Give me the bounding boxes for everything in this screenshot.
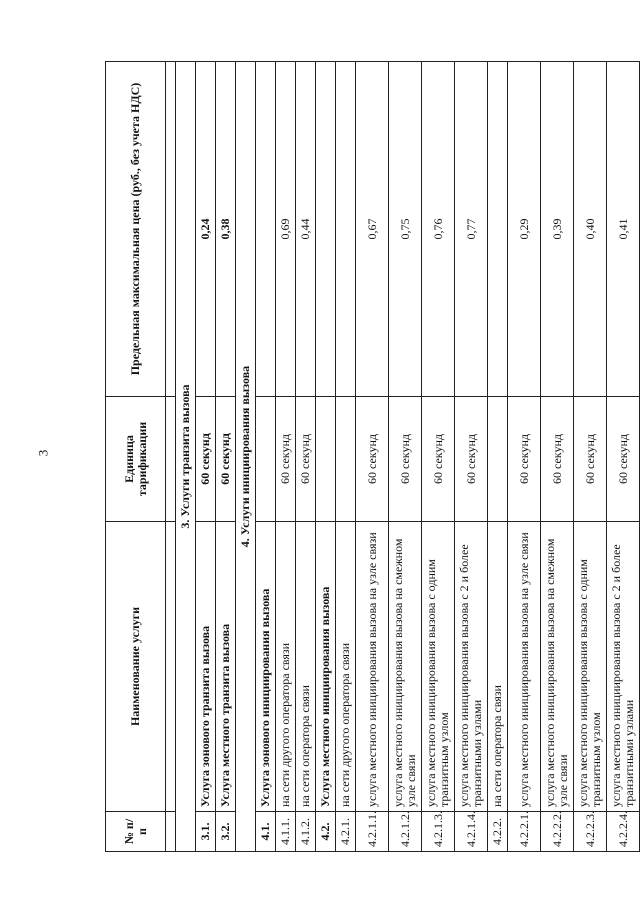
table-row [216,62,236,852]
page-number: 3 [35,449,51,457]
row-unit: 60 секунд [356,397,389,522]
row-name: услуга местного инициирования вызова на смежном узле связи [541,522,574,812]
row-price: 0,44 [296,62,316,397]
row-unit: 60 секунд [574,397,607,522]
row-unit: 60 секунд [607,397,640,522]
row-num: 4.2.1.3. [422,812,455,852]
row-name: услуга местного инициирования вызова с 2 и более транзитными узлами [607,522,640,812]
row-num: 4.2.1.2. [389,812,422,852]
row-name: Услуга зонового инициирования вызова [256,522,276,812]
row-num: 4.2.2.2. [541,812,574,852]
table-row [508,62,541,852]
row-num: 3.2. [216,812,236,852]
table-row [541,62,574,852]
row-num: 4.1.2. [296,812,316,852]
section-title: 3. Услуги транзита вызова [176,62,196,852]
tariff-table [105,61,640,852]
row-unit [488,397,508,522]
row-price: 0,75 [389,62,422,397]
row-name: услуга местного инициирования вызова на смежном узле связи [389,522,422,812]
table-row [296,62,316,852]
table-row [316,62,336,852]
section-title: 4. Услуги инициирования вызова [236,62,256,852]
row-price: 0,38 [216,62,236,397]
row-num: 4.1. [256,812,276,852]
table-row [574,62,607,852]
row-price [256,62,276,397]
row-price: 0,77 [455,62,488,397]
row-unit: 60 секунд [296,397,316,522]
row-name: Услуга местного инициирования вызова [316,522,336,812]
row-price: 0,24 [196,62,216,397]
row-num: 4.2.2.4. [607,812,640,852]
row-name: на сети другого оператора связи [276,522,296,812]
header-num: № п/п [106,812,166,852]
row-unit: 60 секунд [508,397,541,522]
row-unit [256,397,276,522]
row-price [336,62,356,397]
row-unit: 60 секунд [276,397,296,522]
row-unit [336,397,356,522]
section-row [236,62,256,852]
table-row [356,62,389,852]
row-num: 4.2. [316,812,336,852]
row-unit: 60 секунд [422,397,455,522]
table-row [607,62,640,852]
row-name: на сети оператора связи [296,522,316,812]
row-num: 4.2.1.1. [356,812,389,852]
row-price: 0,29 [508,62,541,397]
row-unit: 60 секунд [541,397,574,522]
section-row [176,62,196,852]
row-num: 4.2.2.3. [574,812,607,852]
table-row [389,62,422,852]
row-price: 0,40 [574,62,607,397]
header-price: Предельная максимальная цена (руб., без учета НДС) [106,62,166,397]
row-num: 4.1.1. [276,812,296,852]
header-unit: Единица тарификации [106,397,166,522]
table-row [256,62,276,852]
row-price: 0,69 [276,62,296,397]
table-row [196,62,216,852]
row-name: на сети другого оператора связи [336,522,356,812]
row-name: услуга местного инициирования вызова с одним транзитным узлом [422,522,455,812]
table-row [455,62,488,852]
rotated-table-container [105,62,636,852]
row-price: 0,76 [422,62,455,397]
row-name: услуга местного инициирования вызова с одним транзитным узлом [574,522,607,812]
row-unit: 60 секунд [216,397,236,522]
spacer-row [166,62,176,852]
table-row [336,62,356,852]
row-name: Услуга зонового транзита вызова [196,522,216,812]
table-row [422,62,455,852]
row-unit: 60 секунд [389,397,422,522]
row-price: 0,39 [541,62,574,397]
row-num: 3.1. [196,812,216,852]
row-num: 4.2.1.4. [455,812,488,852]
row-name: услуга местного инициирования вызова с 2 и более транзитными узлами [455,522,488,812]
header-name: Наименование услуги [106,522,166,812]
row-unit: 60 секунд [196,397,216,522]
row-unit [316,397,336,522]
row-name: услуга местного инициирования вызова на узле связи [356,522,389,812]
row-price: 0,41 [607,62,640,397]
row-name: услуга местного инициирования вызова на узле связи [508,522,541,812]
row-num: 4.2.2.1. [508,812,541,852]
row-num: 4.2.2. [488,812,508,852]
row-name: Услуга местного транзита вызова [216,522,236,812]
row-price: 0,67 [356,62,389,397]
row-price [316,62,336,397]
table-row [276,62,296,852]
table-row [488,62,508,852]
row-price [488,62,508,397]
row-num: 4.2.1. [336,812,356,852]
row-unit: 60 секунд [455,397,488,522]
row-name: на сети оператора связи [488,522,508,812]
